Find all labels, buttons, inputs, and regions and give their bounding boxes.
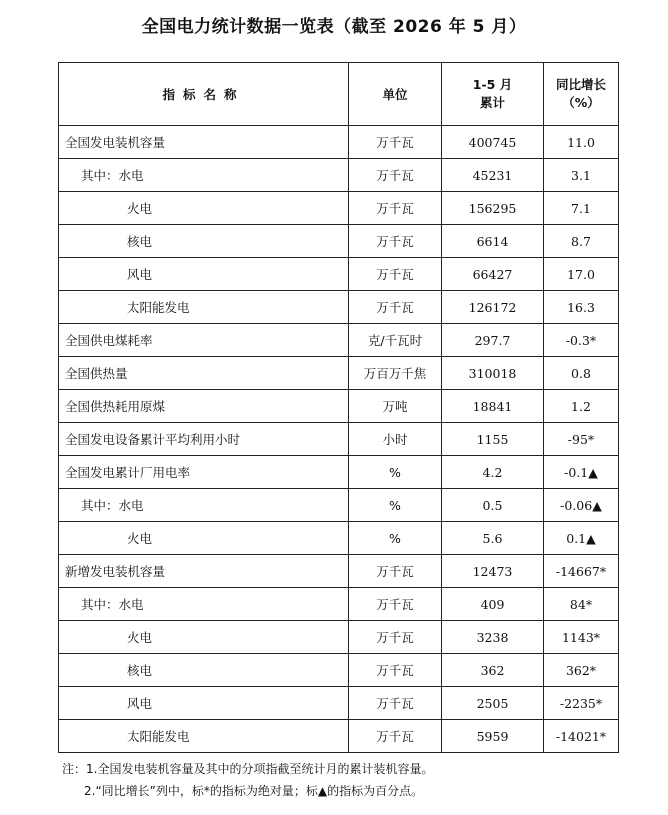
row-unit: 万千瓦 bbox=[349, 258, 442, 291]
row-name: 风电 bbox=[59, 258, 349, 291]
row-unit: 万千瓦 bbox=[349, 159, 442, 192]
header-yoy bbox=[544, 63, 619, 126]
row-yoy: 17.0 bbox=[544, 258, 619, 291]
page-title: 全国电力统计数据一览表（截至 2026 年 5 月） bbox=[141, 17, 527, 37]
row-yoy: 16.3 bbox=[544, 291, 619, 324]
row-yoy: 3.1 bbox=[544, 159, 619, 192]
row-unit: % bbox=[349, 456, 442, 489]
row-name: 核电 bbox=[59, 654, 349, 687]
table-row bbox=[59, 390, 619, 423]
row-unit: 万千瓦 bbox=[349, 654, 442, 687]
row-unit: 万千瓦 bbox=[349, 225, 442, 258]
row-name: 风电 bbox=[59, 687, 349, 720]
row-name: 全国供热耗用原煤 bbox=[59, 390, 349, 423]
row-value: 409 bbox=[442, 588, 544, 621]
row-value: 18841 bbox=[442, 390, 544, 423]
table-row bbox=[59, 621, 619, 654]
row-value: 12473 bbox=[442, 555, 544, 588]
row-yoy: 8.7 bbox=[544, 225, 619, 258]
table-body bbox=[59, 126, 619, 753]
row-unit: 小时 bbox=[349, 423, 442, 456]
row-name: 新增发电装机容量 bbox=[59, 555, 349, 588]
row-name: 其中：水电 bbox=[59, 159, 349, 192]
table-row bbox=[59, 720, 619, 753]
row-name: 其中：水电 bbox=[59, 588, 349, 621]
table-row bbox=[59, 357, 619, 390]
row-yoy: -95* bbox=[544, 423, 619, 456]
row-value: 1155 bbox=[442, 423, 544, 456]
table-row bbox=[59, 258, 619, 291]
table-row bbox=[59, 522, 619, 555]
table-row bbox=[59, 159, 619, 192]
row-unit: 克/千瓦时 bbox=[349, 324, 442, 357]
row-value: 2505 bbox=[442, 687, 544, 720]
row-yoy: 1143* bbox=[544, 621, 619, 654]
table-row bbox=[59, 192, 619, 225]
row-name: 太阳能发电 bbox=[59, 720, 349, 753]
row-unit: 万千瓦 bbox=[349, 720, 442, 753]
table-row bbox=[59, 489, 619, 522]
table-row bbox=[59, 555, 619, 588]
row-unit: 万千瓦 bbox=[349, 621, 442, 654]
row-name: 火电 bbox=[59, 621, 349, 654]
header-value-line2: 累计 bbox=[479, 95, 505, 110]
row-yoy: 0.1▲ bbox=[544, 522, 619, 555]
row-unit: 万千瓦 bbox=[349, 588, 442, 621]
row-yoy: 0.8 bbox=[544, 357, 619, 390]
row-name: 全国供电煤耗率 bbox=[59, 324, 349, 357]
row-name: 火电 bbox=[59, 522, 349, 555]
row-name: 火电 bbox=[59, 192, 349, 225]
row-value: 156295 bbox=[442, 192, 544, 225]
row-value: 6614 bbox=[442, 225, 544, 258]
table-row bbox=[59, 654, 619, 687]
row-name: 核电 bbox=[59, 225, 349, 258]
header-value-line1: 1-5 月 bbox=[472, 77, 513, 92]
row-yoy: -2235* bbox=[544, 687, 619, 720]
row-value: 3238 bbox=[442, 621, 544, 654]
table-row bbox=[59, 423, 619, 456]
footnotes bbox=[62, 758, 433, 802]
table-row bbox=[59, 588, 619, 621]
row-unit: 万吨 bbox=[349, 390, 442, 423]
row-unit: 万千瓦 bbox=[349, 291, 442, 324]
row-unit: 万百万千焦 bbox=[349, 357, 442, 390]
row-name: 全国发电装机容量 bbox=[59, 126, 349, 159]
table-header-row bbox=[59, 63, 619, 126]
row-name: 全国发电设备累计平均利用小时 bbox=[59, 423, 349, 456]
row-value: 5959 bbox=[442, 720, 544, 753]
row-value: 0.5 bbox=[442, 489, 544, 522]
footnote-1: 注：1.全国发电装机容量及其中的分项指截至统计月的累计装机容量。 bbox=[62, 762, 434, 776]
row-yoy: 7.1 bbox=[544, 192, 619, 225]
row-value: 45231 bbox=[442, 159, 544, 192]
row-yoy: 362* bbox=[544, 654, 619, 687]
header-yoy-line2: （%） bbox=[562, 95, 600, 110]
table-row bbox=[59, 291, 619, 324]
footnote-2: 2.“同比增长”列中，标*的指标为绝对量；标▲的指标为百分点。 bbox=[84, 784, 424, 798]
header-value bbox=[442, 63, 544, 126]
row-value: 297.7 bbox=[442, 324, 544, 357]
row-unit: 万千瓦 bbox=[349, 126, 442, 159]
table-row bbox=[59, 687, 619, 720]
table-row bbox=[59, 456, 619, 489]
row-unit: 万千瓦 bbox=[349, 687, 442, 720]
row-unit: % bbox=[349, 489, 442, 522]
row-value: 4.2 bbox=[442, 456, 544, 489]
row-value: 66427 bbox=[442, 258, 544, 291]
row-name: 全国供热量 bbox=[59, 357, 349, 390]
row-unit: 万千瓦 bbox=[349, 555, 442, 588]
row-name: 其中：水电 bbox=[59, 489, 349, 522]
row-yoy: -0.3* bbox=[544, 324, 619, 357]
row-value: 362 bbox=[442, 654, 544, 687]
row-yoy: -14021* bbox=[544, 720, 619, 753]
row-value: 400745 bbox=[442, 126, 544, 159]
row-yoy: -0.1▲ bbox=[544, 456, 619, 489]
row-name: 太阳能发电 bbox=[59, 291, 349, 324]
table-row bbox=[59, 324, 619, 357]
row-value: 5.6 bbox=[442, 522, 544, 555]
row-unit: % bbox=[349, 522, 442, 555]
header-yoy-line1: 同比增长 bbox=[555, 77, 606, 92]
row-unit: 万千瓦 bbox=[349, 192, 442, 225]
header-unit: 单位 bbox=[349, 63, 442, 126]
row-yoy: -14667* bbox=[544, 555, 619, 588]
row-name: 全国发电累计厂用电率 bbox=[59, 456, 349, 489]
row-value: 126172 bbox=[442, 291, 544, 324]
row-yoy: 1.2 bbox=[544, 390, 619, 423]
statistics-table bbox=[58, 62, 619, 753]
table-row bbox=[59, 225, 619, 258]
row-value: 310018 bbox=[442, 357, 544, 390]
row-yoy: -0.06▲ bbox=[544, 489, 619, 522]
table-row bbox=[59, 126, 619, 159]
row-yoy: 11.0 bbox=[544, 126, 619, 159]
row-yoy: 84* bbox=[544, 588, 619, 621]
header-name: 指标名称 bbox=[59, 63, 349, 126]
